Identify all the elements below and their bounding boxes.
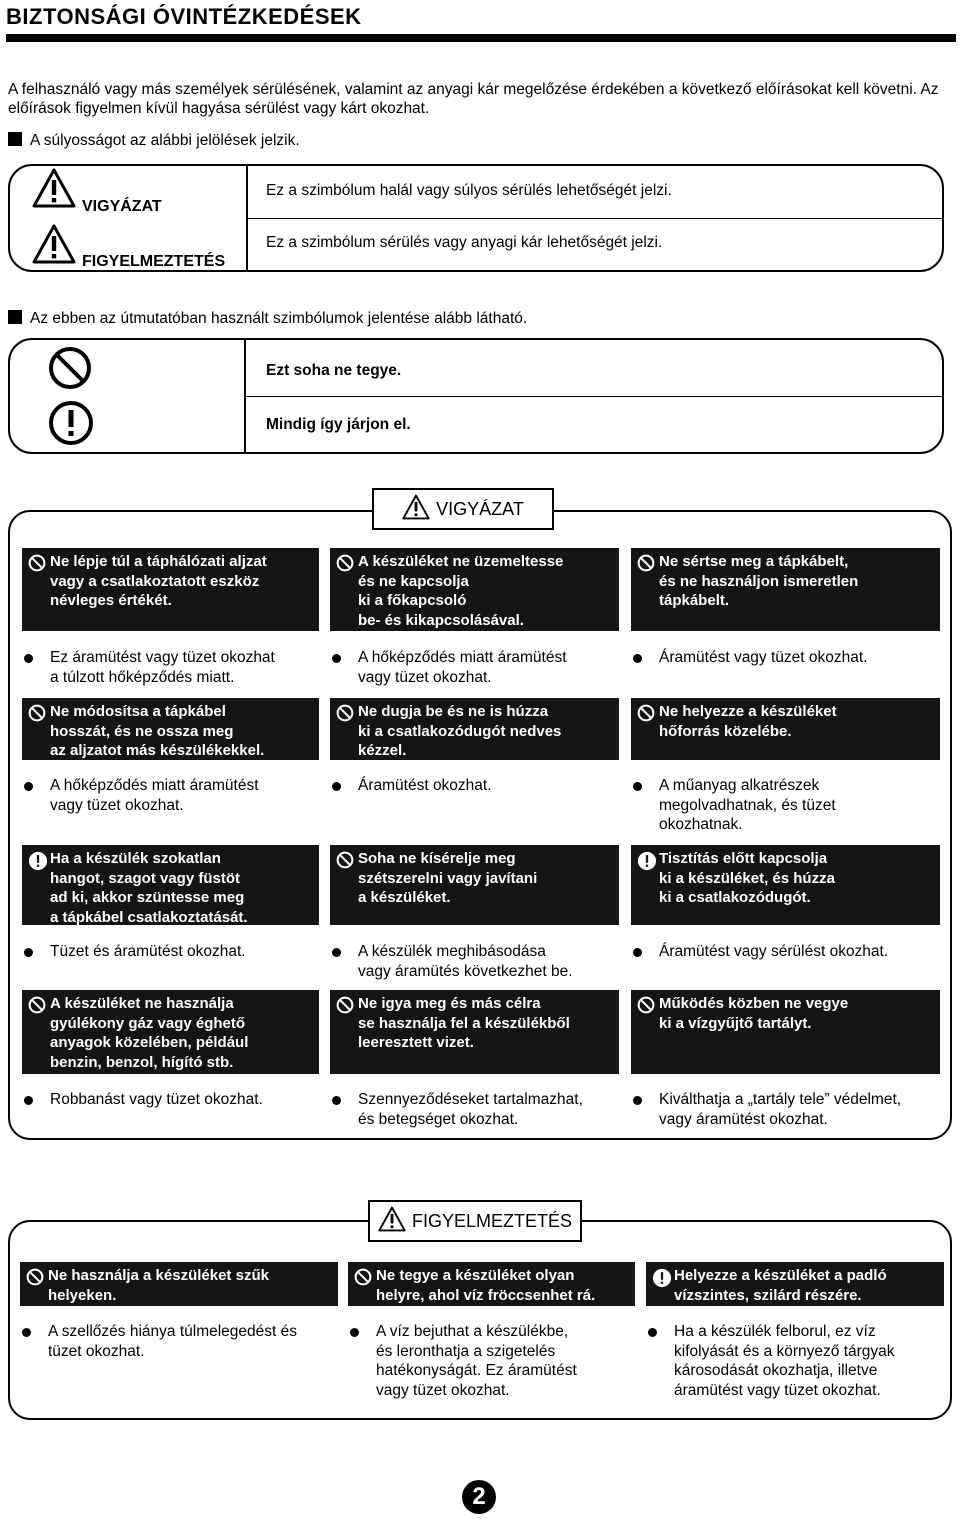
bullet-dot-icon — [332, 1096, 341, 1105]
prohibited-icon — [28, 704, 46, 728]
consequence-item — [22, 648, 329, 687]
bullet-dot-icon — [633, 654, 642, 663]
severity-desc-figyelmeztetes: Ez a szimbólum sérülés vagy anyagi kár lehetőségét jelzi. — [266, 234, 663, 251]
consequence-item — [330, 776, 629, 796]
instruction-box — [22, 845, 319, 925]
consequence-item — [631, 1090, 950, 1129]
prohibited-icon — [48, 346, 92, 390]
instruction-text: Működés közben ne vegye ki a vízgyűjtő tartályt. — [659, 995, 849, 1032]
bullet-dot-icon — [24, 1096, 33, 1105]
prohibited-icon — [336, 851, 354, 875]
severity-note — [8, 132, 300, 150]
instruction-text: Ne tegye a készüléket olyan helyre, ahol víz fröccsenhet rá. — [376, 1267, 596, 1304]
prohibited-icon — [28, 554, 46, 578]
mandatory-exclamation-icon — [28, 851, 48, 877]
consequence-text: Szennyeződéseket tartalmazhat, és betegséget okozhat. — [358, 1091, 583, 1128]
severity-label-figyelmeztetes: FIGYELMEZTETÉS — [82, 253, 226, 270]
bullet-dot-icon — [648, 1328, 657, 1337]
instruction-box — [348, 1262, 635, 1306]
consequence-text: A szellőzés hiánya túlmelegedést és tüzet okozhat. — [48, 1323, 298, 1360]
consequence-text: A víz bejuthat a készülékbe, és leronthatja a szigetelés hatékonyságát. Ez áramütést vagy tüzet okozhat. — [376, 1323, 577, 1399]
instruction-text: Ne módosítsa a tápkábel hosszát, és ne ossza meg az aljzatot más készülékekkel. — [50, 703, 265, 759]
warning-triangle-icon — [32, 224, 76, 264]
figyelmeztetes-section-header — [368, 1200, 582, 1242]
symbol-desc-prohibited: Ezt soha ne tegye. — [266, 362, 402, 379]
instruction-text: A készüléket ne használja gyúlékony gáz vagy éghető anyagok közelében, például benzin, benzol, hígító stb. — [50, 995, 249, 1071]
consequence-text: Ez áramütést vagy tüzet okozhat a túlzott hőképződés miatt. — [50, 649, 275, 686]
bullet-dot-icon — [332, 782, 341, 791]
instruction-box — [20, 1262, 338, 1306]
prohibited-icon — [28, 996, 46, 1020]
instruction-text: Ne helyezze a készüléket hőforrás közelébe. — [659, 703, 837, 740]
consequence-item — [348, 1322, 645, 1400]
instruction-box — [330, 698, 619, 760]
bullet-dot-icon — [633, 948, 642, 957]
consequence-text: A készülék meghibásodása vagy áramütés következhet be. — [358, 943, 573, 980]
symbols-note — [8, 310, 527, 328]
prohibited-icon — [637, 554, 655, 578]
bullet-dot-icon — [22, 1328, 31, 1337]
instruction-text: Tisztítás előtt kapcsolja ki a készüléket, és húzza ki a csatlakozódugót. — [659, 850, 835, 906]
consequence-text: A hőképződés miatt áramütést vagy tüzet okozhat. — [358, 649, 567, 686]
symbols-note-text: Az ebben az útmutatóban használt szimbólumok jelentése alább látható. — [30, 310, 528, 327]
bullet-dot-icon — [633, 1096, 642, 1105]
consequence-text: Ha a készülék felborul, ez víz kifolyását és a környező tárgyak károsodását okozhatja, illetve áramütést vagy tüzet okozhat. — [674, 1323, 895, 1399]
severity-row-divider — [246, 218, 943, 219]
consequence-text: Áramütést okozhat. — [358, 777, 492, 794]
figyelmeztetes-section-label: FIGYELMEZTETÉS — [411, 1210, 573, 1231]
consequence-item — [22, 776, 329, 815]
consequence-text: Robbanást vagy tüzet okozhat. — [50, 1091, 263, 1108]
instruction-box — [330, 845, 619, 925]
instruction-box — [631, 698, 940, 760]
instruction-box — [631, 548, 940, 631]
instruction-box — [330, 548, 619, 631]
consequence-item — [631, 648, 950, 668]
symbols-row-divider — [244, 396, 943, 397]
title-rule — [6, 34, 956, 42]
bullet-dot-icon — [350, 1328, 359, 1337]
consequence-text: Kiválthatja a „tartály tele” védelmet, vagy áramütést okozhat. — [659, 1091, 902, 1128]
consequence-text: A műanyag alkatrészek megolvadhatnak, és tüzet okozhatnak. — [659, 777, 836, 833]
bullet-dot-icon — [332, 654, 341, 663]
consequence-text: Tüzet és áramütést okozhat. — [50, 943, 246, 960]
consequence-item — [330, 1090, 629, 1129]
consequence-item — [20, 1322, 348, 1361]
vigyazat-section-header — [372, 488, 554, 530]
instruction-text: Helyezze a készüléket a padló vízszintes, szilárd részére. — [674, 1267, 887, 1304]
prohibited-icon — [637, 996, 655, 1020]
prohibited-icon — [26, 1268, 44, 1292]
consequence-item — [22, 1090, 329, 1110]
instruction-box — [22, 990, 319, 1074]
square-bullet-icon — [8, 310, 22, 324]
prohibited-icon — [336, 996, 354, 1020]
bullet-dot-icon — [24, 948, 33, 957]
intro-paragraph: A felhasználó vagy más személyek sérülésének, valamint az anyagi kár megelőzése érdekében a következő előírásokat kell követni. Az előírások figyelmen kívül hagyása sérülést vagy kárt okozhat. — [8, 81, 939, 117]
page-number: 2 — [462, 1480, 496, 1514]
instruction-text: Soha ne kísérelje meg szétszerelni vagy javítani a készüléket. — [358, 850, 538, 906]
consequence-item — [330, 942, 629, 981]
prohibited-icon — [336, 554, 354, 578]
instruction-box — [22, 698, 319, 760]
prohibited-icon — [354, 1268, 372, 1292]
instruction-box — [22, 548, 319, 631]
consequence-text: Áramütést vagy sérülést okozhat. — [659, 943, 889, 960]
symbol-desc-mandatory: Mindig így járjon el. — [266, 416, 411, 433]
severity-desc-vigyazat: Ez a szimbólum halál vagy súlyos sérülés lehetőségét jelzi. — [266, 182, 672, 199]
prohibited-icon — [336, 704, 354, 728]
mandatory-exclamation-icon — [48, 400, 94, 446]
instruction-box — [631, 845, 940, 925]
warning-triangle-icon — [378, 1206, 406, 1237]
instruction-text: A készüléket ne üzemeltesse és ne kapcsolja ki a főkapcsoló be- és kikapcsolásával. — [358, 553, 564, 629]
warning-triangle-icon — [402, 494, 430, 525]
instruction-text: Ne használja a készüléket szűk helyeken. — [48, 1267, 269, 1304]
consequence-text: Áramütést vagy tüzet okozhat. — [659, 649, 868, 666]
instruction-text: Ne igya meg és más célra se használja fel a készülékből leeresztett vizet. — [358, 995, 570, 1051]
instruction-box — [631, 990, 940, 1074]
square-bullet-icon — [8, 132, 22, 146]
mandatory-exclamation-icon — [652, 1268, 672, 1294]
instruction-text: Ne dugja be és ne is húzza ki a csatlakozódugót nedves kézzel. — [358, 703, 562, 759]
severity-label-vigyazat: VIGYÁZAT — [82, 198, 162, 215]
page-title: BIZTONSÁGI ÓVINTÉZKEDÉSEK — [6, 4, 362, 29]
bullet-dot-icon — [24, 782, 33, 791]
consequence-text: A hőképződés miatt áramütést vagy tüzet okozhat. — [50, 777, 259, 814]
instruction-box — [330, 990, 619, 1074]
bullet-dot-icon — [633, 782, 642, 791]
bullet-dot-icon — [24, 654, 33, 663]
consequence-item — [646, 1322, 954, 1400]
consequence-item — [631, 942, 950, 962]
severity-note-text: A súlyosságot az alábbi jelölések jelzik. — [30, 132, 300, 149]
instruction-text: Ne lépje túl a táphálózati aljzat vagy a csatlakoztatott eszköz névleges értékét. — [50, 553, 267, 609]
instruction-box — [646, 1262, 944, 1306]
consequence-item — [22, 942, 329, 962]
vigyazat-section-label: VIGYÁZAT — [436, 498, 524, 519]
prohibited-icon — [637, 704, 655, 728]
mandatory-exclamation-icon — [637, 851, 657, 877]
consequence-item — [631, 776, 950, 835]
bullet-dot-icon — [332, 948, 341, 957]
warning-triangle-icon — [32, 168, 76, 208]
consequence-item — [330, 648, 629, 687]
instruction-text: Ne sértse meg a tápkábelt, és ne használjon ismeretlen tápkábelt. — [659, 553, 859, 609]
instruction-text: Ha a készülék szokatlan hangot, szagot vagy füstöt ad ki, akkor szüntesse meg a tápkábel csatlakoztatását. — [50, 850, 248, 926]
